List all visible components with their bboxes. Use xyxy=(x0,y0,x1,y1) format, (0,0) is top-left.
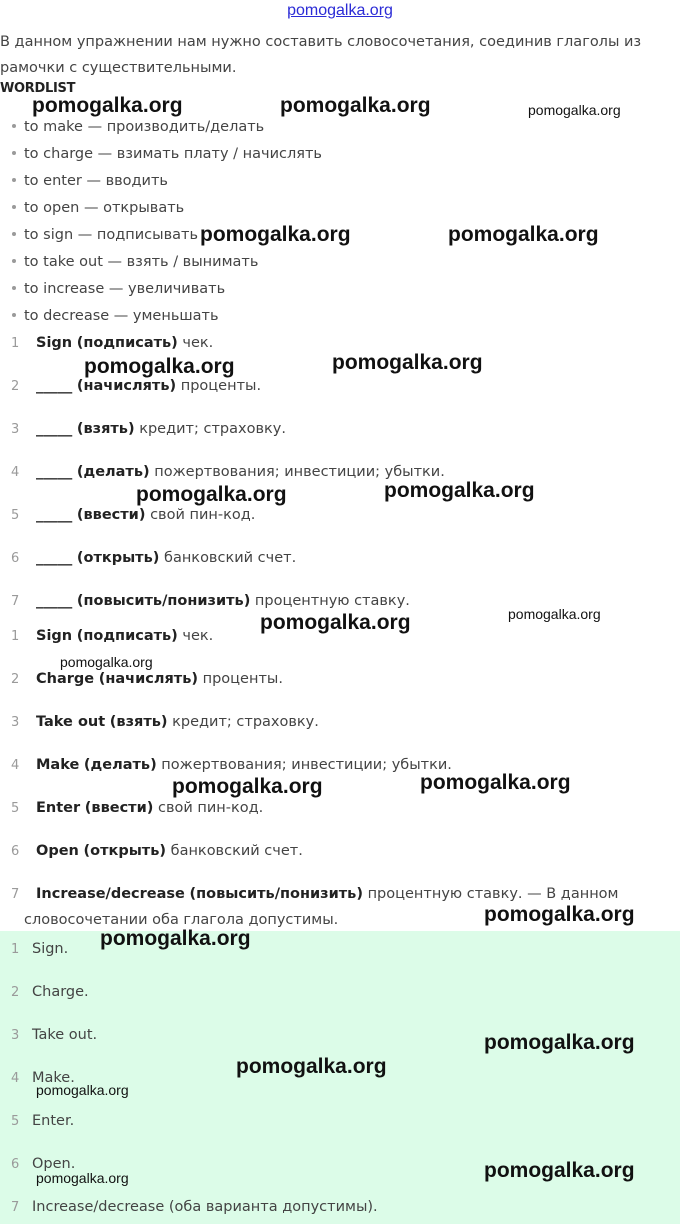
solution-number: 4 xyxy=(11,758,20,773)
exercise-item: _____ (взять) кредит; страховку. xyxy=(36,421,286,437)
site-link[interactable]: pomogalka.org xyxy=(287,2,393,19)
exercise-number: 7 xyxy=(11,594,20,609)
answer-item: Open. xyxy=(32,1156,76,1172)
solution-item: Increase/decrease (повысить/понизить) процентную ставку. — В данном xyxy=(36,886,619,902)
answer-number: 4 xyxy=(11,1071,20,1086)
solution-item: Take out (взять) кредит; страховку. xyxy=(36,714,319,730)
bullet-icon xyxy=(12,232,16,236)
bullet-icon xyxy=(12,178,16,182)
watermark: pomogalka.org xyxy=(528,102,621,118)
solution-number: 1 xyxy=(11,629,20,644)
bullet-icon xyxy=(12,151,16,155)
bullet-icon xyxy=(12,259,16,263)
watermark: pomogalka.org xyxy=(484,1031,635,1054)
answer-number: 2 xyxy=(11,985,20,1000)
watermark: pomogalka.org xyxy=(200,223,351,246)
watermark: pomogalka.org xyxy=(36,1082,129,1098)
wordlist-item: to make — производить/делать xyxy=(12,119,264,135)
exercise-item: _____ (ввести) свой пин-код. xyxy=(36,507,256,523)
watermark: pomogalka.org xyxy=(484,903,635,926)
watermark: pomogalka.org xyxy=(420,771,571,794)
exercise-item: _____ (повысить/понизить) процентную ставку. xyxy=(36,593,410,609)
solution-number: 6 xyxy=(11,844,20,859)
answer-item: Increase/decrease (оба варианта допустимы). xyxy=(32,1199,378,1215)
wordlist-item: to charge — взимать плату / начислять xyxy=(12,146,322,162)
watermark: pomogalka.org xyxy=(508,606,601,622)
exercise-item: _____ (делать) пожертвования; инвестиции; убытки. xyxy=(36,464,445,480)
wordlist-item: to take out — взять / вынимать xyxy=(12,254,258,270)
exercise-item: _____ (начислять) проценты. xyxy=(36,378,262,394)
watermark: pomogalka.org xyxy=(236,1055,387,1078)
watermark: pomogalka.org xyxy=(260,611,411,634)
answer-item: Enter. xyxy=(32,1113,75,1129)
exercise-number: 6 xyxy=(11,551,20,566)
solution-item: Sign (подписать) чек. xyxy=(36,628,214,644)
solution-number: 2 xyxy=(11,672,20,687)
exercise-item: _____ (открыть) банковский счет. xyxy=(36,550,297,566)
watermark: pomogalka.org xyxy=(84,355,235,378)
answer-number: 5 xyxy=(11,1114,20,1129)
answer-number: 7 xyxy=(11,1200,20,1215)
solution-number: 5 xyxy=(11,801,20,816)
intro-text: В данном упражнении нам нужно составить словосочетания, соединив глаголы из рамочки с существительными. xyxy=(0,34,642,76)
answer-number: 3 xyxy=(11,1028,20,1043)
watermark: pomogalka.org xyxy=(32,94,183,117)
solution-continuation: словосочетании оба глагола допустимы. xyxy=(24,912,339,928)
watermark: pomogalka.org xyxy=(100,927,251,950)
exercise-number: 4 xyxy=(11,465,20,480)
exercise-number: 5 xyxy=(11,508,20,523)
wordlist-title: WORDLIST xyxy=(0,81,76,96)
watermark: pomogalka.org xyxy=(60,654,153,670)
solution-number: 3 xyxy=(11,715,20,730)
answer-number: 1 xyxy=(11,942,20,957)
watermark: pomogalka.org xyxy=(280,94,431,117)
watermark: pomogalka.org xyxy=(136,483,287,506)
solution-item: Charge (начислять) проценты. xyxy=(36,671,283,687)
watermark: pomogalka.org xyxy=(332,351,483,374)
watermark: pomogalka.org xyxy=(448,223,599,246)
answer-number: 6 xyxy=(11,1157,20,1172)
watermark: pomogalka.org xyxy=(36,1170,129,1186)
watermark: pomogalka.org xyxy=(172,775,323,798)
bullet-icon xyxy=(12,205,16,209)
answer-item: Charge. xyxy=(32,984,89,1000)
wordlist-item: to sign — подписывать xyxy=(12,227,198,243)
watermark: pomogalka.org xyxy=(484,1159,635,1182)
watermark: pomogalka.org xyxy=(384,479,535,502)
wordlist-item: to enter — вводить xyxy=(12,173,168,189)
exercise-number: 3 xyxy=(11,422,20,437)
solution-number: 7 xyxy=(11,887,20,902)
bullet-icon xyxy=(12,313,16,317)
answer-item: Make. xyxy=(32,1070,75,1086)
answer-item: Take out. xyxy=(32,1027,98,1043)
solution-item: Make (делать) пожертвования; инвестиции; убытки. xyxy=(36,757,452,773)
answer-item: Sign. xyxy=(32,941,69,957)
wordlist-item: to increase — увеличивать xyxy=(12,281,225,297)
wordlist-item: to decrease — уменьшать xyxy=(12,308,219,324)
bullet-icon xyxy=(12,286,16,290)
solution-item: Enter (ввести) свой пин-код. xyxy=(36,800,264,816)
bullet-icon xyxy=(12,124,16,128)
wordlist-item: to open — открывать xyxy=(12,200,184,216)
exercise-number: 2 xyxy=(11,379,20,394)
exercise-number: 1 xyxy=(11,336,20,351)
exercise-item: Sign (подписать) чек. xyxy=(36,335,214,351)
solution-item: Open (открыть) банковский счет. xyxy=(36,843,303,859)
